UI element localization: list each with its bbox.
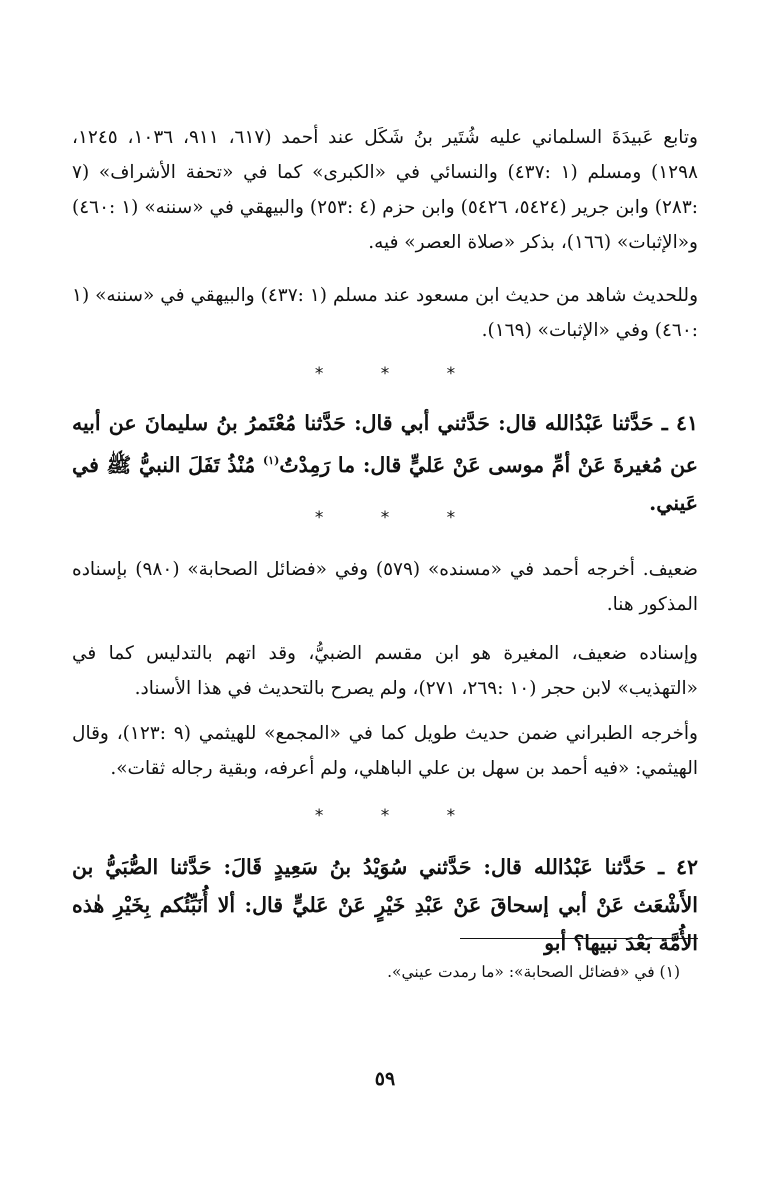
commentary-paragraph-1: وتابع عَبيدَةَ السلماني عليه شُتَير بنُ شَكَل عند أحمد (٦١٧، ٩١١، ١٠٣٦، ١٢٤٥، ١٢٩٨) ومسلم (١ :٤٣٧) والنسائي في «الكبرى» كما في «تحفة الأشراف» (٧ :٢٨٣) وابن جرير (٥٤٢٤، ٥٤٢٦) وابن حزم (٤ :٢٥٣) والبيهقي في «سننه» (١ :٤٦٠) و«الإثبات» (١٦٦)، بذكر «صلاة العصر» فيه.: [72, 127, 699, 253]
hadith-42: ٤٢ ـ حَدَّثنا عَبْدُالله قال: حَدَّثني سُوَيْدُ بنُ سَعِيدٍ قَالَ: حَدَّثنا الصُّبَيُّ بن الأَشْعَث عَنْ أبي إسحاقَ عَنْ عَبْدِ خَيْرٍ عَنْ عَليٍّ قال: ألا أُنَبِّئُكم بِخَيْرِ هٰذه الأُمَّة بَعْدَ نبيها؟ أبو: [72, 855, 698, 955]
commentary-paragraph-2: وللحديث شاهد من حديث ابن مسعود عند مسلم (١ :٤٣٧) والبيهقي في «سننه» (١ :٤٦٠) وفي «الإثبات» (١٦٩).: [72, 285, 698, 341]
hadith-41: [72, 404, 698, 522]
commentary-paragraph-3: ضعيف. أخرجه أحمد في «مسنده» (٥٧٩) وفي «فضائل الصحابة» (٩٨٠) بإسناده المذكور هنا.: [72, 559, 698, 615]
footnote-marker: (١): [262, 454, 280, 467]
section-separator-2: * * *: [314, 508, 482, 528]
hadith-41-text-b: مُنْذُ تَفَلَ النبيُّ ﷺ في عَيني.: [72, 452, 698, 515]
commentary-paragraph-4: وإسناده ضعيف، المغيرة هو ابن مقسم الضبيُّ، وقد اتهم بالتدليس كما في «التهذيب» لابن حجر (١٠ :٢٦٩، ٢٧١)، ولم يصرح بالتحديث في هذا الأسناد.: [72, 643, 698, 699]
section-separator-1: * * *: [314, 364, 482, 384]
section-separator-3: * * *: [314, 806, 482, 826]
footnote-text: (١) في «فضائل الصحابة»: «ما رمدت عيني».: [387, 963, 680, 981]
commentary-paragraph-5: وأخرجه الطبراني ضمن حديث طويل كما في «المجمع» للهيثمي (٩ :١٢٣)، وقال الهيثمي: «فيه أحمد بن سهل بن علي الباهلي، ولم أعرفه، وبقية رجاله ثقات».: [72, 723, 698, 779]
page-number: ٥٩: [374, 1068, 396, 1090]
hadith-41-text-a: ٤١ ـ حَدَّثنا عَبْدُالله قال: حَدَّثني أبي قال: حَدَّثنا مُعْتَمرُ بنُ سليمانَ عن أبيه عن مُغيرةَ عَنْ أمِّ موسى عَنْ عَليٍّ قال: ما رَمِدْتُ: [72, 411, 698, 477]
footnote-rule: [460, 938, 698, 939]
